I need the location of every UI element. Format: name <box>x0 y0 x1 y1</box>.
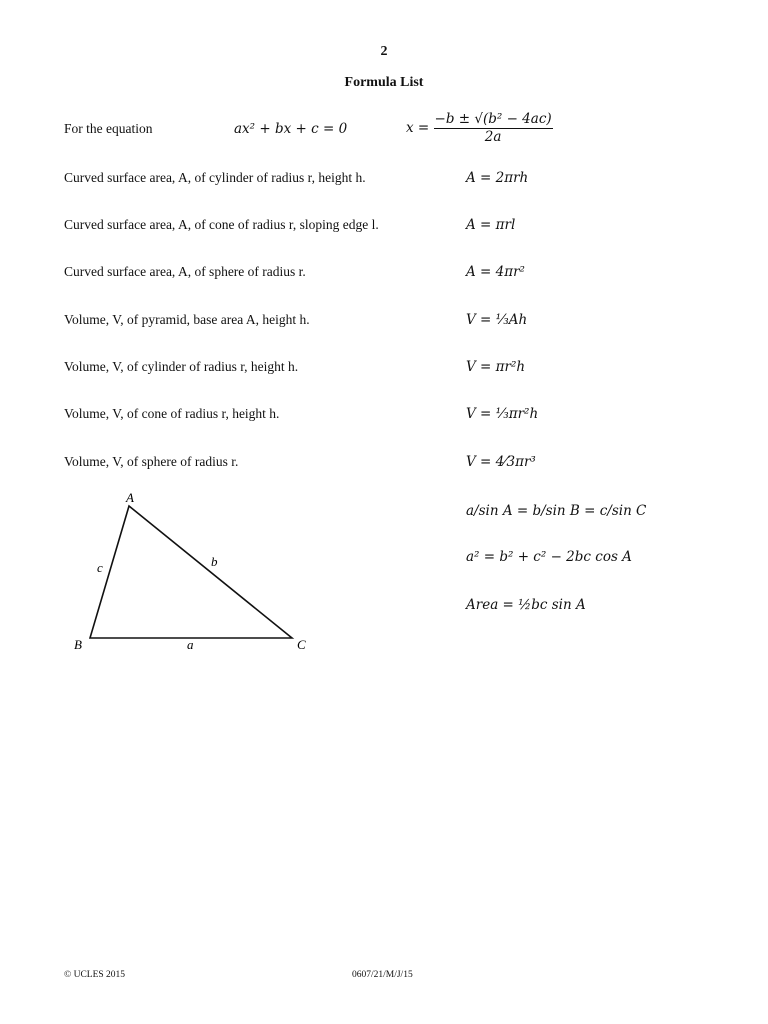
sine-rule: a/sin A = b/sin B = c/sin C <box>466 503 647 519</box>
row-formula: V = ⅓Ah <box>466 312 528 328</box>
quadratic-label: For the equation <box>64 121 153 136</box>
cosine-rule: a² = b² + c² − 2bc cos A <box>466 549 632 565</box>
row-label: Volume, V, of cylinder of radius r, height h. <box>64 359 299 374</box>
footer-copyright: © UCLES 2015 <box>64 970 126 980</box>
side-a-label: a <box>187 637 194 652</box>
footer-code: 0607/21/M/J/15 <box>352 970 413 980</box>
triangle-diagram <box>60 488 330 658</box>
row-formula: V = 4⁄3πr³ <box>466 454 536 470</box>
quadratic-formula <box>406 113 553 144</box>
page-title: Formula List <box>344 75 424 90</box>
side-c-label: c <box>97 560 103 575</box>
side-b-label: b <box>211 554 218 569</box>
vertex-a-label: A <box>126 490 134 505</box>
row-label: Volume, V, of sphere of radius r. <box>64 454 239 469</box>
row-label: Volume, V, of pyramid, base area A, height h. <box>64 312 310 327</box>
vertex-b-label: B <box>74 637 82 652</box>
vertex-c-label: C <box>297 637 306 652</box>
quadratic-fraction <box>434 113 553 144</box>
row-formula: V = πr²h <box>466 359 526 375</box>
row-label: Curved surface area, A, of sphere of radius r. <box>64 264 306 279</box>
quadratic-denominator: 2a <box>484 128 502 145</box>
row-formula: V = ⅓πr²h <box>466 406 539 422</box>
row-formula: A = πrl <box>466 217 516 233</box>
row-formula: A = 4πr² <box>466 264 525 280</box>
triangle-area-formula: Area = ½bc sin A <box>466 597 586 613</box>
triangle-outline <box>90 506 292 638</box>
row-label: Curved surface area, A, of cone of radius r, sloping edge l. <box>64 217 379 232</box>
page-number: 2 <box>380 44 388 59</box>
quadratic-numerator: −b ± √(b² − 4ac) <box>434 111 552 127</box>
row-label: Volume, V, of cone of radius r, height h. <box>64 406 280 421</box>
row-label: Curved surface area, A, of cylinder of radius r, height h. <box>64 170 366 185</box>
quadratic-equation: ax² + bx + c = 0 <box>234 121 348 137</box>
row-formula: A = 2πrh <box>466 170 529 186</box>
quadratic-lhs: x = <box>406 120 430 136</box>
